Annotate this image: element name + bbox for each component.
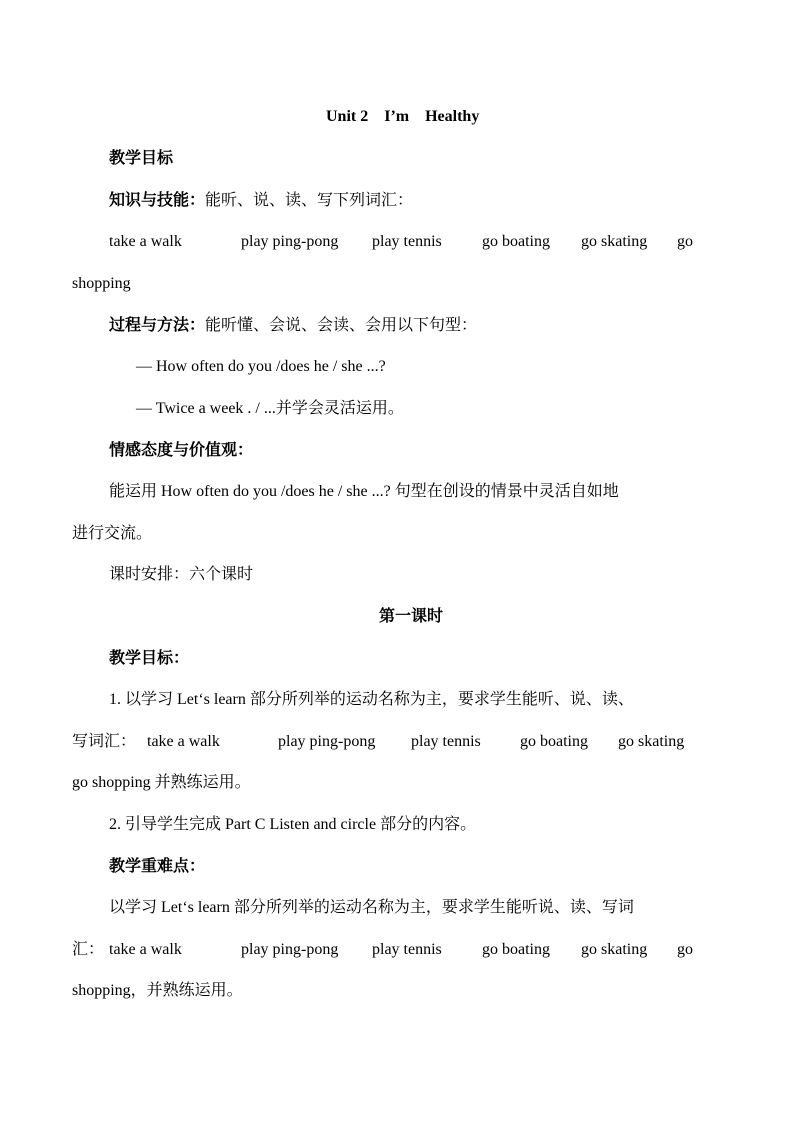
vocab-item: take a walk: [147, 733, 220, 750]
vocab-item: go: [677, 233, 693, 250]
vocab-item: go skating: [581, 941, 648, 958]
lesson1-objectives-heading: 教学目标：: [109, 650, 190, 667]
process-text: 能听懂、会说、会读、会用以下句型：: [205, 317, 478, 334]
vocab-item: play tennis: [372, 941, 442, 958]
pattern-2: — Twice a week . / ...并学会灵活运用。: [136, 400, 404, 417]
knowledge-line: [109, 191, 413, 211]
process-line: [109, 316, 477, 336]
key-points-heading: 教学重难点：: [109, 858, 206, 875]
vocab-item: play ping-pong: [278, 733, 376, 750]
vocab-item: go boating: [482, 233, 550, 250]
objective-item-1-line2: [0, 732, 794, 752]
vocab-row: [0, 232, 794, 252]
objective-item-1-prefix: 写词汇：: [72, 733, 137, 750]
key-points-prefix: 汇：: [72, 941, 105, 958]
pattern-1: — How often do you /does he / she ...?: [136, 358, 386, 375]
objective-item-1-line1: 1. 以学习 Let‘s learn 部分所列举的运动名称为主，要求学生能听、说、读、: [109, 691, 634, 708]
vocab-item: go boating: [482, 941, 550, 958]
vocab-item: play ping-pong: [241, 233, 339, 250]
vocab-item: go: [677, 941, 693, 958]
attitude-heading: 情感态度与价值观：: [109, 442, 254, 459]
vocab-item: play tennis: [411, 733, 481, 750]
vocab-item: play tennis: [372, 233, 442, 250]
vocab-item: take a walk: [109, 233, 182, 250]
attitude-text-line1: 能运用 How often do you /does he / she ...? 句型在创设的情景中灵活自如地: [109, 483, 619, 500]
objective-item-1-line3: go shopping 并熟练运用。: [72, 774, 251, 791]
schedule-text: 课时安排：六个课时: [109, 566, 254, 583]
vocab-item: play ping-pong: [241, 941, 339, 958]
vocab-item: go skating: [618, 733, 685, 750]
vocab-item: take a walk: [109, 941, 182, 958]
process-label: 过程与方法：: [109, 317, 206, 334]
objective-item-2: 2. 引导学生完成 Part C Listen and circle 部分的内容。: [109, 816, 477, 833]
knowledge-text: 能听、说、读、写下列词汇：: [205, 192, 414, 209]
vocab-item: go skating: [581, 233, 648, 250]
key-points-line2: [0, 940, 794, 960]
knowledge-label: 知识与技能：: [109, 192, 206, 209]
page-title: Unit 2 I’m Healthy: [326, 108, 480, 125]
key-points-line3: shopping，并熟练运用。: [72, 982, 243, 999]
vocab-item: go boating: [520, 733, 588, 750]
attitude-text-line2: 进行交流。: [72, 525, 153, 542]
vocab-continued: shopping: [72, 275, 131, 292]
key-points-line1: 以学习 Let‘s learn 部分所列举的运动名称为主，要求学生能听说、读、写词: [109, 899, 634, 916]
objectives-heading: 教学目标: [109, 150, 174, 167]
lesson1-title: 第一课时: [379, 608, 444, 625]
